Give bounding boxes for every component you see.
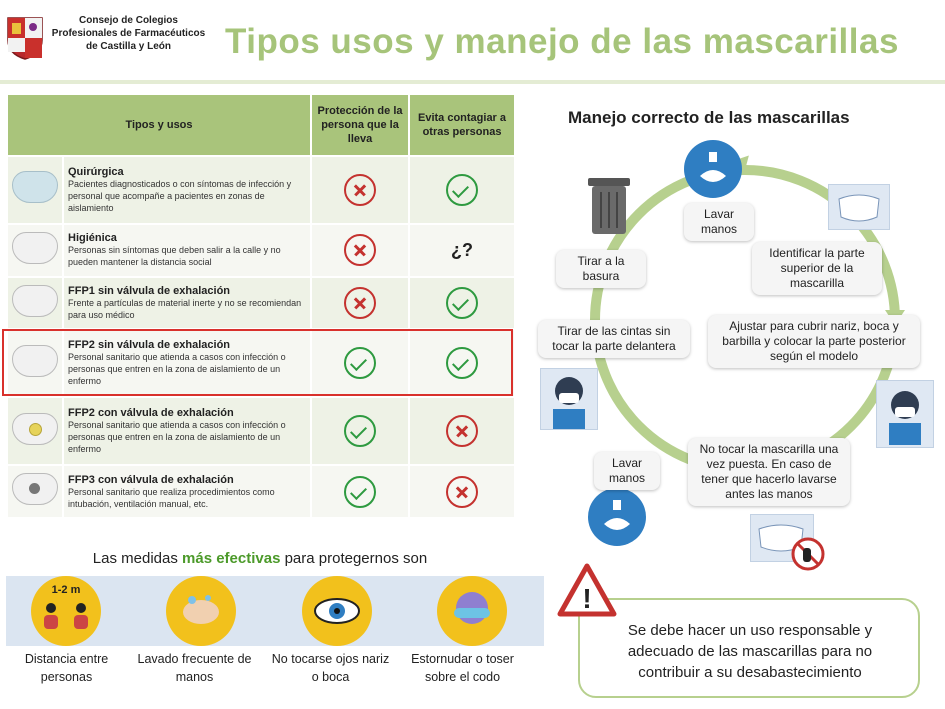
avoid-cell	[409, 224, 515, 277]
measure-label: Distancia entre personas	[24, 652, 109, 684]
mask-image-cell	[7, 397, 63, 465]
step-no-touch: No tocar la mascarilla una vez puesta. En caso de tener que hacerlo lavarse antes las manos	[688, 438, 850, 506]
coat-of-arms-icon	[6, 14, 44, 60]
mask-type-cell	[63, 277, 311, 330]
handling-title: Manejo correcto de las mascarillas	[568, 108, 850, 127]
measures-title-pre: Las medidas	[92, 550, 183, 567]
protect-cell	[311, 277, 409, 330]
two-people-icon	[41, 600, 91, 636]
step-remove: Tirar de las cintas sin tocar la parte delantera	[538, 320, 690, 358]
mask-type-name: FFP2 con válvula de exhalación	[68, 407, 234, 420]
mask-type-desc: Personal sanitario que atienda a casos con infección o personas que entren en la zona de aislamiento de un enfermo	[68, 352, 286, 387]
remove-mask-icon	[540, 368, 598, 430]
warning-text: Se debe hacer un uso responsable y adecuado de las mascarillas para no contribuir a su desabastecimiento	[627, 622, 873, 681]
org-line-3: de Castilla y León	[85, 41, 172, 52]
col-header-avoid: Evita contagiar a otras personas	[409, 94, 515, 156]
avoid-cell	[409, 465, 515, 518]
table-row	[7, 156, 515, 224]
person-mask-icon	[876, 380, 934, 448]
cross-icon	[446, 415, 478, 447]
mask-top-icon	[828, 184, 890, 230]
check-icon	[446, 287, 478, 319]
warning-mark: !	[582, 583, 592, 614]
table-row	[7, 277, 515, 330]
cross-icon	[344, 234, 376, 266]
protect-cell	[311, 224, 409, 277]
cross-icon	[344, 287, 376, 319]
col-header-protect: Protección de la persona que la lleva	[311, 94, 409, 156]
org-line-2: Profesionales de Farmacéuticos	[51, 28, 206, 39]
check-icon	[344, 476, 376, 508]
step-adjust: Ajustar para cubrir nariz, boca y barbilla y colocar la parte posterior según el modelo	[708, 315, 920, 368]
eye-icon	[302, 576, 372, 646]
protect-cell	[311, 465, 409, 518]
measures-title-highlight: más efectivas	[182, 550, 281, 567]
cross-icon	[446, 476, 478, 508]
distance-icon	[31, 576, 101, 646]
mask-type-desc: Personas sin síntomas que deben salir a la calle y no pueden mantener la distancia social	[68, 245, 281, 268]
ffp2-valve-mask-icon	[12, 413, 58, 445]
mask-type-desc: Pacientes diagnosticados o con síntomas de infección y personal que acompañe a pacientes en zonas de aislamiento	[68, 178, 292, 213]
mask-type-cell	[63, 156, 311, 224]
table-row	[7, 465, 515, 518]
mask-type-name: Quirúrgica	[68, 165, 124, 178]
warning-triangle-icon	[556, 562, 618, 618]
mask-type-desc: Personal sanitario que realiza procedimientos como intubación, ventilación manual, etc.	[68, 486, 275, 509]
measure-label: No tocarse ojos nariz o boca	[271, 652, 390, 684]
mask-type-name: FFP3 con válvula de exhalación	[68, 473, 234, 486]
sneeze-elbow-icon	[437, 576, 507, 646]
mask-type-cell	[63, 224, 311, 277]
distance-value: 1-2 m	[51, 584, 81, 596]
header-divider	[0, 80, 945, 84]
table-row	[7, 397, 515, 465]
mask-image-cell	[7, 465, 63, 518]
mask-image-cell	[7, 156, 63, 224]
highlight-frame-ffp2	[2, 329, 513, 396]
measures-title	[6, 550, 514, 567]
unknown-mark: ¿?	[451, 240, 474, 261]
protect-cell	[311, 156, 409, 224]
col-header-types: Tipos y usos	[7, 94, 311, 156]
avoid-cell	[409, 277, 515, 330]
measures-title-post: para protegernos son	[280, 550, 428, 567]
mask-type-desc: Frente a partículas de material inerte y no se recomiendan para uso médico	[68, 298, 302, 321]
hygienic-mask-icon	[12, 232, 58, 264]
mask-type-cell	[63, 397, 311, 465]
org-name	[46, 14, 211, 53]
org-line-1: Consejo de Colegios	[79, 15, 178, 26]
avoid-cell	[409, 156, 515, 224]
mask-image-cell	[7, 277, 63, 330]
mask-type-cell	[63, 465, 311, 518]
ffp1-mask-icon	[12, 285, 58, 317]
measure-label: Estornudar o toser sobre el codo	[411, 652, 514, 684]
protect-cell	[311, 397, 409, 465]
mask-types-table	[6, 93, 516, 519]
check-icon	[344, 415, 376, 447]
mask-type-name: Higiénica	[68, 232, 117, 245]
avoid-cell	[409, 397, 515, 465]
mask-type-desc: Personal sanitario que atienda a casos con infección o personas que entren en la zona de aislamiento de un enfermo	[68, 420, 286, 455]
handwash-icon	[166, 576, 236, 646]
mask-type-name: FFP2 sin válvula de exhalación	[68, 339, 231, 352]
wash-hands-bottom-icon	[588, 488, 646, 546]
mask-type-name: FFP1 sin válvula de exhalación	[68, 285, 231, 298]
measure-label: Lavado frecuente de manos	[137, 652, 252, 684]
step-wash-top: Lavar manos	[684, 203, 754, 241]
no-touch-icon	[790, 536, 826, 572]
page-title: Tipos usos y manejo de las mascarillas	[225, 22, 899, 61]
trash-can-icon	[584, 174, 634, 236]
mask-image-cell	[7, 224, 63, 277]
org-logo-block	[6, 8, 206, 72]
ffp3-valve-mask-icon	[12, 473, 58, 505]
table-row	[7, 224, 515, 277]
step-discard: Tirar a la basura	[556, 250, 646, 288]
step-identify: Identificar la parte superior de la mascarilla	[752, 242, 882, 295]
check-icon	[446, 174, 478, 206]
surgical-mask-icon	[12, 171, 58, 203]
wash-hands-top-icon	[684, 140, 742, 198]
table-header-row	[7, 94, 515, 156]
step-wash-bottom: Lavar manos	[594, 452, 660, 490]
cross-icon	[344, 174, 376, 206]
